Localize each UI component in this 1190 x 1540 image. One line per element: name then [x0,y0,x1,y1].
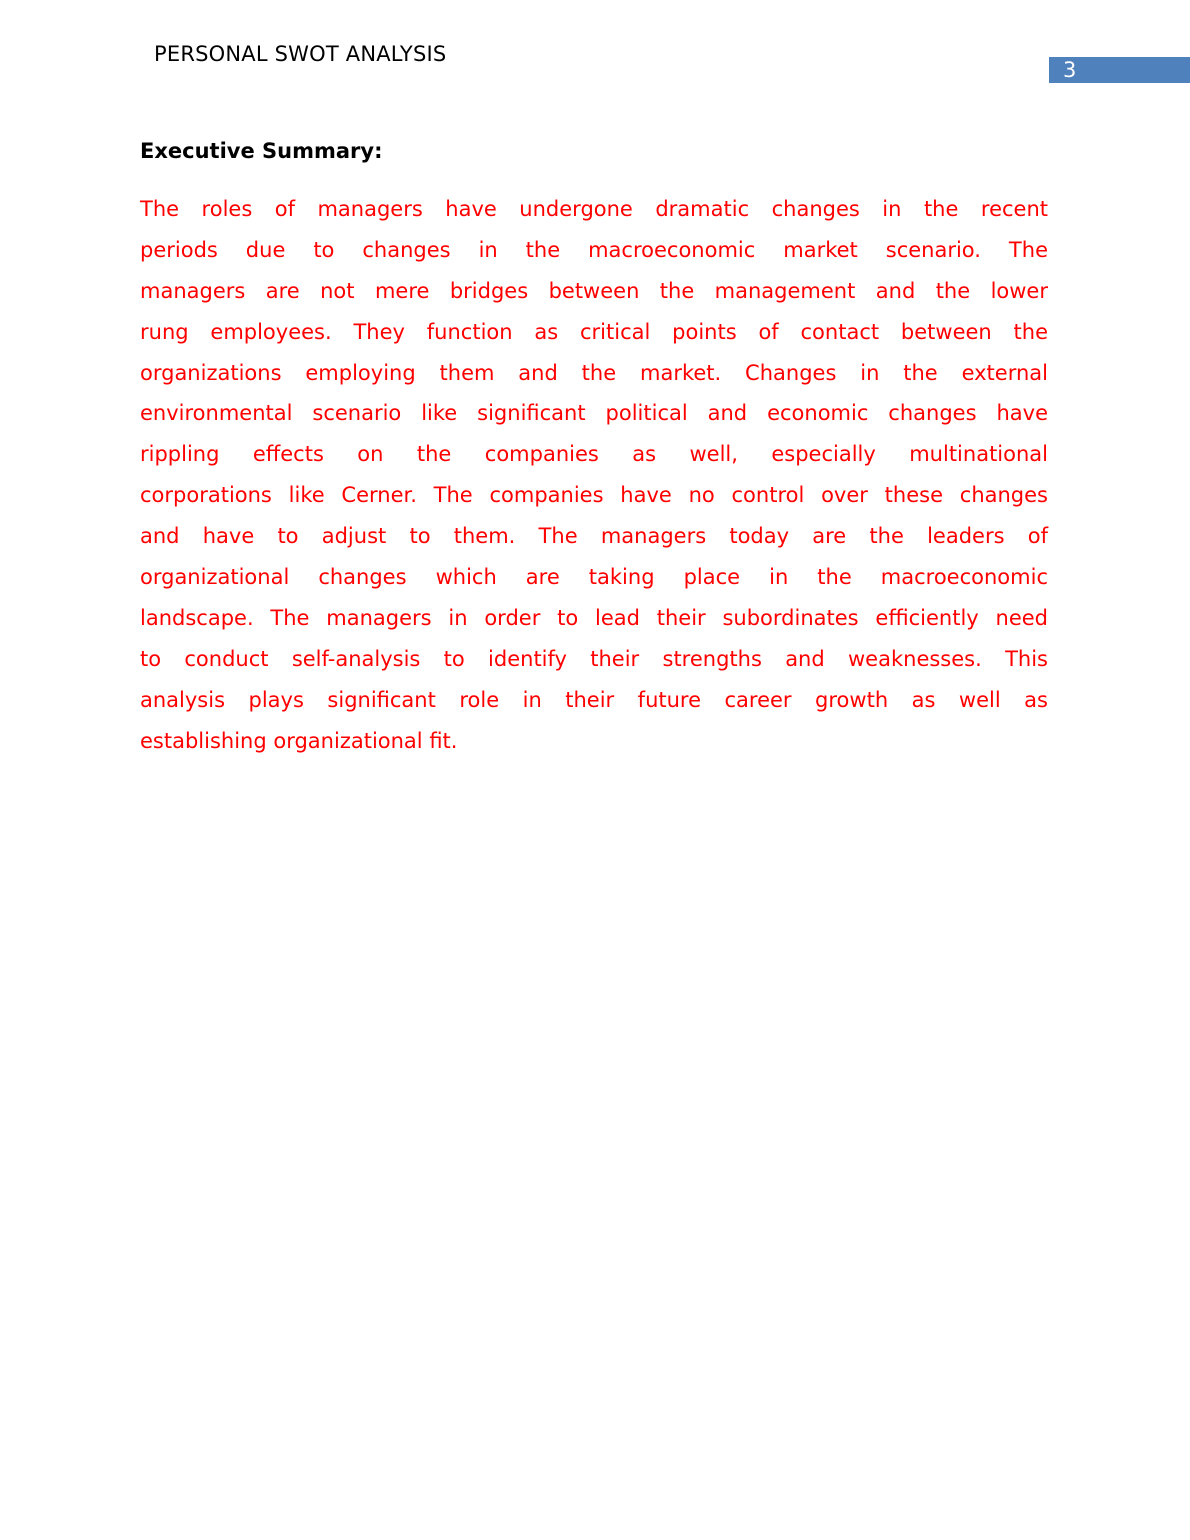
running-head: PERSONAL SWOT ANALYSIS [154,42,447,66]
paragraph-line: periods due to changes in the macroeconomic market scenario. The [140,237,1048,262]
paragraph-line: corporations like Cerner. The companies have no control over these changes [140,483,1048,508]
section-heading: Executive Summary: [140,139,383,163]
paragraph-line: to conduct self-analysis to identify their strengths and weaknesses. This [140,646,1048,671]
page-number: 3 [1063,58,1077,82]
paragraph-line: analysis plays significant role in their future career growth as well as [140,687,1048,712]
paragraph-line: and have to adjust to them. The managers today are the leaders of [140,524,1048,549]
paragraph-line: organizational changes which are taking place in the macroeconomic [140,565,1048,590]
paragraph-line: establishing organizational fit. [140,728,458,753]
paragraph-line: rung employees. They function as critical points of contact between the [140,319,1048,344]
body-paragraph [140,189,1048,761]
paragraph-line: environmental scenario like significant political and economic changes have [140,401,1048,426]
paragraph-line: organizations employing them and the market. Changes in the external [140,360,1048,385]
paragraph-line: The roles of managers have undergone dramatic changes in the recent [140,197,1048,221]
paragraph-line: rippling effects on the companies as well, especially multinational [140,442,1048,467]
page-number-badge [1049,57,1190,83]
paragraph-line: landscape. The managers in order to lead their subordinates efficiently need [140,605,1048,630]
paragraph-line: managers are not mere bridges between the management and the lower [140,278,1048,303]
